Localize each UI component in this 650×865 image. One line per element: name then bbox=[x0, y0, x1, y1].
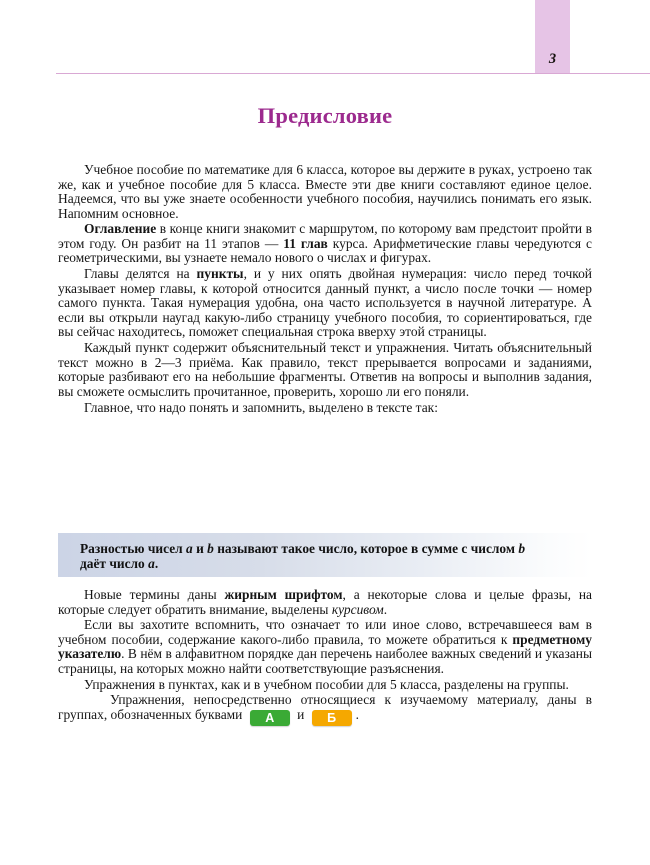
group-badge-conjunction: и bbox=[293, 706, 308, 722]
term-italic-type: курсивом bbox=[331, 601, 384, 617]
paragraph-group-letters bbox=[58, 693, 592, 726]
definition-part3: называют такое число, которое в сумме с числом bbox=[213, 541, 519, 556]
paragraph-group-letters-part2: . bbox=[355, 706, 360, 722]
paragraph-exercise-groups bbox=[58, 678, 592, 693]
page-title: Предисловие bbox=[257, 103, 393, 129]
definition-part2: и bbox=[192, 541, 208, 556]
paragraph-index bbox=[58, 618, 592, 676]
paragraph-sections bbox=[58, 267, 592, 340]
paragraph-contents bbox=[58, 222, 592, 266]
paragraph-highlight-lead-in-text: Главное, что надо понять и запомнить, выделено в тексте так: bbox=[84, 399, 438, 415]
definition-callout-box bbox=[58, 533, 592, 577]
page-number: 3 bbox=[548, 51, 557, 67]
term-contents: Оглавление bbox=[84, 221, 157, 237]
paragraph-group-letters-part1: Упражнения, непосредственно относящиеся к изучаемому материалу, даны в группах, обозначенных буквами bbox=[58, 692, 592, 722]
term-eleven-chapters: 11 глав bbox=[283, 235, 328, 251]
definition-part1: Разностью чисел bbox=[80, 541, 187, 556]
paragraph-new-terms-part3: . bbox=[383, 601, 388, 617]
term-bold-type: жирным шрифтом bbox=[224, 587, 343, 602]
group-badge-a: А bbox=[250, 710, 290, 726]
math-variable-a: a bbox=[186, 541, 193, 556]
paragraph-index-part1: Если вы захотите вспомнить, что означает то или иное слово, встречавшееся вам в учебном пособии, содержание какого-либо правила, то можете обратиться к bbox=[58, 617, 592, 647]
paragraph-intro bbox=[58, 163, 592, 221]
page-header bbox=[0, 0, 650, 76]
paragraph-contents-part1: в конце книги знакомит с маршрутом, по которому вам предстоит пройти в этом году. Он разбит на 11 этапов — bbox=[58, 221, 592, 251]
definition-text bbox=[80, 541, 550, 571]
body-text-lower bbox=[58, 588, 592, 726]
math-variable-b: b bbox=[207, 541, 214, 556]
body-text-upper bbox=[58, 163, 592, 415]
paragraph-exercise-groups-text: Упражнения в пунктах, как и в учебном пособии для 5 класса, разделены на группы. bbox=[84, 676, 569, 692]
paragraph-highlight-lead-in bbox=[58, 401, 592, 416]
math-variable-b-2: b bbox=[518, 541, 526, 556]
paragraph-sections-part2: , и у них опять двойная нумерация: число перед точкой указывает номер главы, к которой относится данный пункт, а число после точки — номер самого пункта. Такая нумерация удобна, она часто используется в научной литературе. А если вы открыли наугад какую-либо страницу учебного пособия, то сориентироваться, где вы сейчас находитесь, поможет специальная строка вверху этой страницы. bbox=[58, 266, 592, 340]
group-badge-b: Б bbox=[312, 710, 352, 726]
paragraph-each-section-text: Каждый пункт содержит объяснительный текст и упражнения. Читать объяснительный текст можно в 2—3 приёма. Как правило, текст прерывается вопросами и заданиями, которые разбивают его на небольшие фрагменты. Ответив на вопросы и выполнив задания, вы сможете осмыслить прочитанное, проверить, хорошо ли его поняли. bbox=[58, 340, 592, 399]
paragraph-new-terms bbox=[58, 588, 592, 617]
term-sections: пункты bbox=[196, 266, 244, 282]
paragraph-new-terms-part1: Новые термины даны bbox=[84, 587, 225, 602]
paragraph-each-section bbox=[58, 341, 592, 399]
definition-part4: даёт число bbox=[80, 556, 149, 571]
definition-part5: . bbox=[154, 556, 159, 571]
paragraph-intro-text: Учебное пособие по математике для 6 класса, которое вы держите в руках, устроено так же, как и учебное пособие для 5 класса. Вместе эти две книги составляют единое целое. Надеемся, что вы уже знаете особенности учебного пособия, научились понимать его язык. Напомним основное. bbox=[58, 162, 592, 221]
header-divider-rule bbox=[56, 73, 650, 74]
term-subject-index: предметному указателю bbox=[58, 631, 592, 662]
math-variable-a-2: a bbox=[148, 556, 155, 571]
paragraph-index-part2: . В нём в алфавитном порядке дан перечень наиболее важных сведений и указаны страницы, на которых можно найти соответствующие разъяснения. bbox=[58, 646, 592, 676]
paragraph-new-terms-part2: , а некоторые слова и целые фразы, на которые следует обратить внимание, выделены bbox=[58, 587, 593, 617]
paragraph-sections-part1: Главы делятся на bbox=[84, 266, 197, 282]
paragraph-contents-part2: курса. Арифметические главы чередуются с геометрическими, вы узнаете немало нового о числах и фигурах. bbox=[58, 235, 592, 266]
